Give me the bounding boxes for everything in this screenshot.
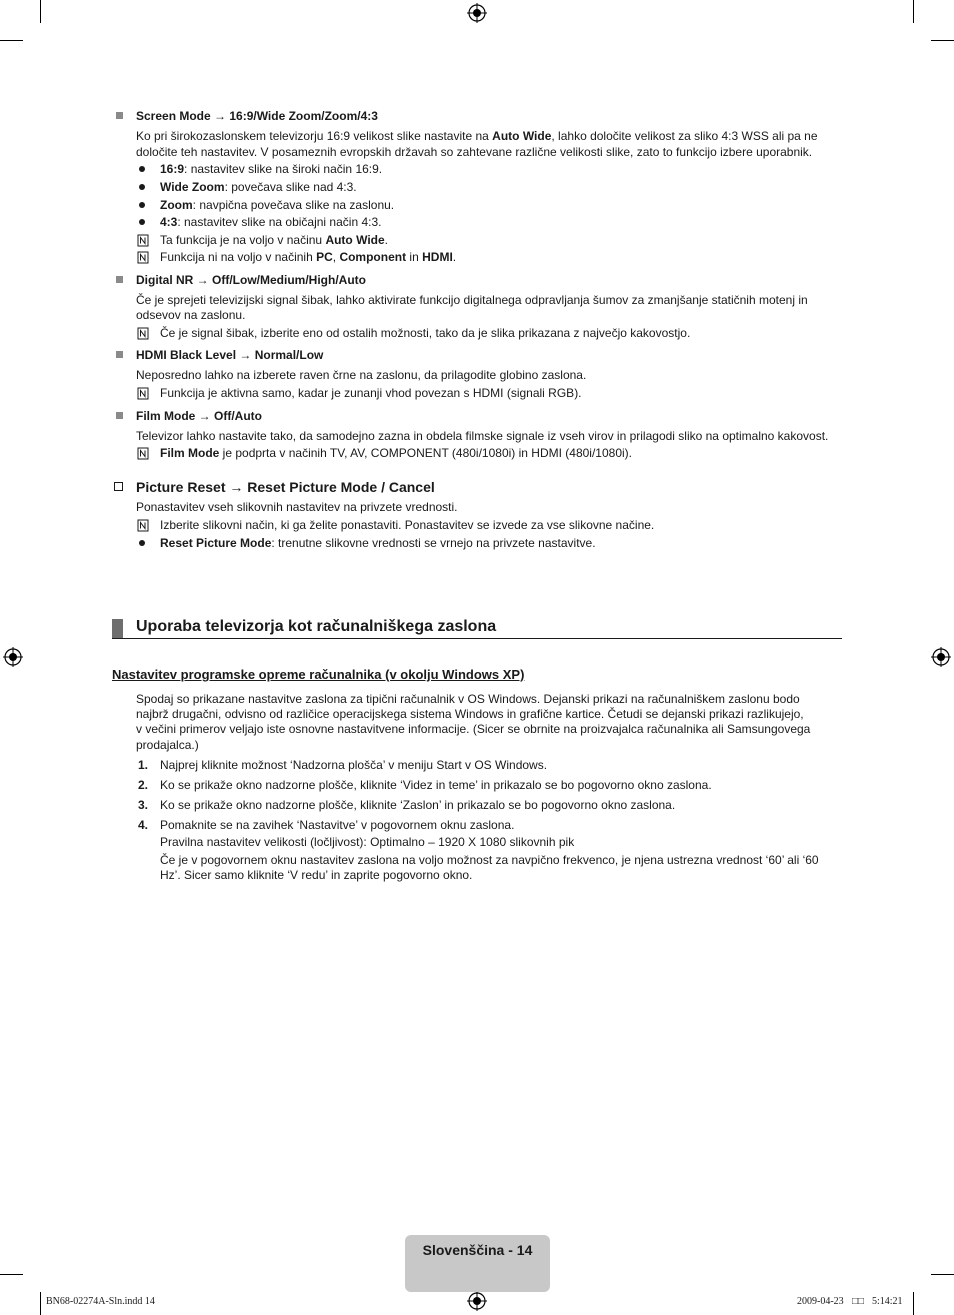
step-text: Hz’. Sicer samo kliknite ‘V redu’ in zaprite pogovorno okno. (160, 868, 473, 882)
square-bullet-icon (116, 276, 123, 283)
film-mode-paragraph: Televizor lahko nastavite tako, da samodejno zazna in obdela filmske signale iz vseh virov in prilagodi sliko na optimalno kakovost. (136, 429, 829, 443)
note-text: Funkcija ni na voljo v načinih PC, Component in HDMI. (160, 250, 457, 264)
step-text: Pravilna nastavitev velikosti (ločljivost): Optimalno – 1920 X 1080 slikovnih pik (160, 835, 575, 849)
crop-mark (0, 1274, 23, 1275)
checkbox-bullet-icon (114, 482, 123, 491)
note-text: Film Mode je podprta v načinih TV, AV, COMPONENT (480i/1080i) in HDMI (480i/1080i). (160, 446, 632, 460)
digital-nr-paragraph: Če je sprejeti televizijski signal šibak, lahko aktivirate funkcijo digitalnega odpravljanja šumov za zmanjšanje statičnih motenj in (136, 293, 808, 307)
step-text: Pomaknite se na zavihek ‘Nastavitve’ v pogovornem oknu zaslona. (160, 818, 515, 832)
digital-nr-heading: Digital NR → Off/Low/Medium/High/Auto (136, 273, 366, 287)
crop-mark (0, 40, 23, 41)
hdmi-black-heading: HDMI Black Level → Normal/Low (136, 348, 324, 362)
registration-mark-icon (467, 3, 487, 23)
print-time-glyphs: □□ (852, 1296, 865, 1307)
registration-mark-icon (3, 647, 23, 667)
step-text: Najprej kliknite možnost ‘Nadzorna plošča’ v meniju Start v OS Windows. (160, 758, 548, 772)
list-item: Wide Zoom: povečava slike nad 4:3. (160, 180, 357, 194)
step-number: 1. (138, 758, 149, 772)
intro-line: najbrž drugačni, odvisno od različice operacijskega sistema Windows in grafične kartice. Četudi se dejanski prikazi razlikujejo, (136, 707, 804, 721)
square-bullet-icon (116, 412, 123, 419)
registration-mark-icon (931, 647, 951, 667)
crop-mark (913, 0, 914, 23)
list-item: Zoom: navpična povečava slike na zaslonu. (160, 198, 395, 212)
note-text: Izberite slikovni način, ki ga želite ponastaviti. Ponastavitev se izvede za vse slikovne načine. (160, 518, 655, 532)
step-text: Ko se prikaže okno nadzorne plošče, kliknite ‘Videz in teme’ in prikazalo se bo pogovorno okno zaslona. (160, 778, 712, 792)
list-item: Reset Picture Mode: trenutne slikovne vrednosti se vrnejo na privzete nastavitve. (160, 536, 596, 550)
page-number-label: Slovenščina - 14 (422, 1242, 533, 1258)
screen-mode-heading: Screen Mode → 16:9/Wide Zoom/Zoom/4:3 (136, 109, 378, 123)
bullet-dot-icon (139, 219, 145, 225)
picture-reset-paragraph: Ponastavitev vseh slikovnih nastavitev na privzete vrednosti. (136, 500, 458, 514)
crop-mark (40, 0, 41, 23)
step-number: 2. (138, 778, 149, 792)
square-bullet-icon (116, 112, 123, 119)
hdmi-black-paragraph: Neposredno lahko na izberete raven črne na zaslonu, da prilagodite globino zaslona. (136, 368, 587, 382)
note-text: Če je signal šibak, izberite eno od ostalih možnosti, tako da je slika prikazana z največjo kakovostjo. (160, 326, 691, 340)
intro-line: v večini primerov veljajo iste osnovne nastavitvene informacije. (Sicer se obrnite na proizvajalca računalnika ali Samsungovega (136, 722, 811, 736)
bullet-dot-icon (139, 540, 145, 546)
bullet-dot-icon (139, 184, 145, 190)
film-mode-heading: Film Mode → Off/Auto (136, 409, 262, 423)
file-name: BN68-02274A-Sln.indd 14 (46, 1296, 155, 1307)
print-date: 2009-04-23 (797, 1296, 844, 1307)
bullet-dot-icon (139, 202, 145, 208)
digital-nr-paragraph-line2: odsevov na zaslonu. (136, 308, 246, 322)
note-icon (137, 327, 150, 340)
registration-mark-icon (467, 1291, 487, 1311)
step-text: Če je v pogovornem oknu nastavitev zaslona na voljo možnost za navpično frekvenco, je njena ustrezna vrednost ‘60’ ali ‘60 (160, 853, 819, 867)
note-icon (137, 234, 150, 247)
note-icon (137, 519, 150, 532)
picture-reset-heading: Picture Reset → Reset Picture Mode / Cancel (136, 479, 435, 495)
section-rule (112, 638, 842, 639)
note-icon (137, 251, 150, 264)
section-marker (112, 619, 123, 638)
square-bullet-icon (116, 351, 123, 358)
intro-line: prodajalca.) (136, 738, 199, 752)
note-icon (137, 387, 150, 400)
bullet-dot-icon (139, 166, 145, 172)
step-number: 4. (138, 818, 149, 832)
list-item: 16:9: nastavitev slike na široki način 16:9. (160, 162, 383, 176)
step-text: Ko se prikaže okno nadzorne plošče, kliknite ‘Zaslon’ in prikazalo se bo pogovorno okno zaslona. (160, 798, 676, 812)
crop-mark (931, 40, 954, 41)
print-time: 5:14:21 (872, 1296, 903, 1307)
list-item: 4:3: nastavitev slike na običajni način 4:3. (160, 215, 382, 229)
subsection-heading: Nastavitev programske opreme računalnika (v okolju Windows XP) (112, 667, 525, 682)
screen-mode-paragraph-line2: določite teh nastavitev. V posameznih evropskih državah so zahtevane različne velikosti slike, zato to funkcijo izbere uporabnik. (136, 145, 813, 159)
step-number: 3. (138, 798, 149, 812)
crop-mark (913, 1292, 914, 1315)
crop-mark (931, 1274, 954, 1275)
screen-mode-paragraph: Ko pri širokozaslonskem televizorju 16:9 velikost slike nastavite na Auto Wide, lahko določite velikost za sliko 4:3 WSS ali pa ne (136, 129, 818, 143)
crop-mark (40, 1292, 41, 1315)
section-title: Uporaba televizorja kot računalniškega zaslona (136, 618, 497, 635)
note-text: Funkcija je aktivna samo, kadar je zunanji vhod povezan s HDMI (signali RGB). (160, 386, 582, 400)
note-icon (137, 447, 150, 460)
note-text: Ta funkcija je na voljo v načinu Auto Wide. (160, 233, 388, 247)
intro-line: Spodaj so prikazane nastavitve zaslona za tipični računalnik v OS Windows. Dejanski prikazi na računalniškem zaslonu bodo (136, 692, 800, 706)
